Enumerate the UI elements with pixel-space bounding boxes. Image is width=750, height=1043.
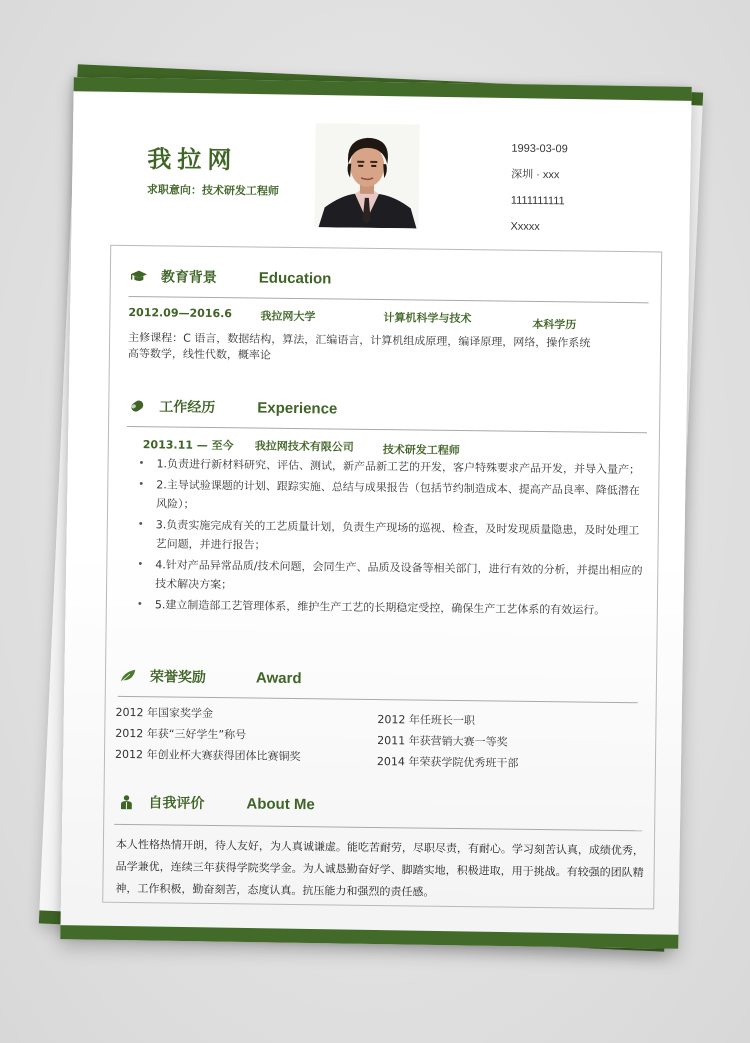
- job-intent: 求职意向：技术研发工程师: [146, 183, 280, 198]
- education-header: [129, 266, 649, 292]
- list-item: • 3.负责实施完成有关的工艺质量计划，负责生产现场的巡视、检查，及时发现质量隐患，及时处理工艺问题，并进行报告；: [135, 515, 645, 559]
- resume-content: [62, 78, 690, 947]
- award-list: [115, 702, 636, 778]
- education-degree: 本科学历: [532, 317, 577, 332]
- person-photo-icon: [314, 123, 419, 228]
- education-title-en: Education: [258, 269, 332, 287]
- about-divider: [114, 824, 642, 831]
- award-column-right: [377, 709, 519, 774]
- about-title-en: About Me: [246, 794, 315, 813]
- experience-divider: [127, 426, 647, 433]
- profile-photo: [314, 123, 419, 228]
- experience-company: 我拉网技术有限公司: [254, 439, 354, 454]
- education-school: 我拉网大学: [260, 309, 316, 324]
- list-item: 2011 年获营销大赛一等奖: [377, 734, 508, 749]
- list-item: 2012 年创业杯大赛获得团体比赛铜奖: [114, 747, 301, 764]
- education-entry: [128, 305, 648, 332]
- award-title-cn: 荣誉奖励: [149, 669, 207, 686]
- education-courses-line2: 高等数学，线性代数，概率论: [127, 346, 271, 362]
- list-item: 2012 年获“三好学生”称号: [115, 726, 247, 742]
- experience-title-en: Experience: [257, 399, 338, 418]
- leaf-icon: [118, 667, 138, 685]
- about-header: [116, 792, 636, 818]
- experience-period: 2013.11 — 至今: [142, 438, 234, 453]
- education-courses-line1: 主修课程：C 语言，数据结构，算法，汇编语言，计算机组成原理，编译原理，网络，操作系统: [128, 330, 591, 350]
- about-title-cn: 自我评价: [148, 795, 205, 812]
- award-title-en: Award: [255, 669, 302, 687]
- list-item: 2014 年荣获学院优秀班干部: [376, 755, 519, 770]
- education-period: 2012.09—2016.6: [128, 305, 233, 321]
- award-header: [118, 666, 638, 692]
- list-item: 2012 年任班长一职: [377, 713, 476, 728]
- location: 深圳 · xxx: [511, 168, 560, 182]
- experience-position: 技术研发工程师: [382, 443, 460, 458]
- resume-body-box: [102, 245, 662, 910]
- list-item: 2012 年国家奖学金: [115, 705, 214, 721]
- education-courses: [128, 330, 648, 368]
- award-column-left: [115, 702, 301, 767]
- birthday: 1993-03-09: [511, 142, 568, 156]
- about-me-text: 本人性格热情开朗，待人友好，为人真诚谦虚。能吃苦耐劳，尽职尽责，有耐心。学习刻苦认真，成绩优秀，品学兼优，连续三年获得学院奖学金。为人诚恳勤奋好学、脚踏实地，积极进取，用于挑战。有较强的团队精神，工作积极，勤奋刻苦，态度认真。抗压能力和强烈的责任感。: [115, 837, 644, 899]
- experience-title-cn: 工作经历: [159, 399, 216, 417]
- education-title-cn: 教育背景: [160, 269, 217, 287]
- candidate-name: 我拉网: [147, 145, 238, 175]
- contact-info: [510, 136, 568, 241]
- list-item: • 5.建立制造部工艺管理体系，维护生产工艺的长期稳定受控，确保生产工艺体系的有效运行。: [135, 595, 645, 620]
- education-major: 计算机科学与技术: [383, 311, 472, 326]
- education-divider: [129, 296, 649, 303]
- resume-sheet: [60, 77, 691, 949]
- list-item: • 2.主导试验课题的计划、跟踪实施、总结与成果报告（包括节约制造成本、提高产品良率、降低潜在风险）；: [136, 475, 646, 519]
- list-item: • 1.负责进行新材料研究、评估、测试，新产品新工艺的开发，客户特殊要求产品开发，并导入量产；: [136, 454, 646, 479]
- mouse-icon: [127, 397, 147, 415]
- email: Xxxxx: [510, 220, 540, 233]
- graduation-cap-icon: [129, 267, 149, 285]
- experience-header: [127, 396, 647, 422]
- list-item: • 4.针对产品异常品质/技术问题，会同生产、品质及设备等相关部门，进行有效的分析，并提出相应的技术解决方案；: [135, 555, 645, 599]
- experience-duties-list: [135, 454, 647, 622]
- person-icon: [116, 793, 136, 811]
- phone: 1111111111: [510, 194, 565, 208]
